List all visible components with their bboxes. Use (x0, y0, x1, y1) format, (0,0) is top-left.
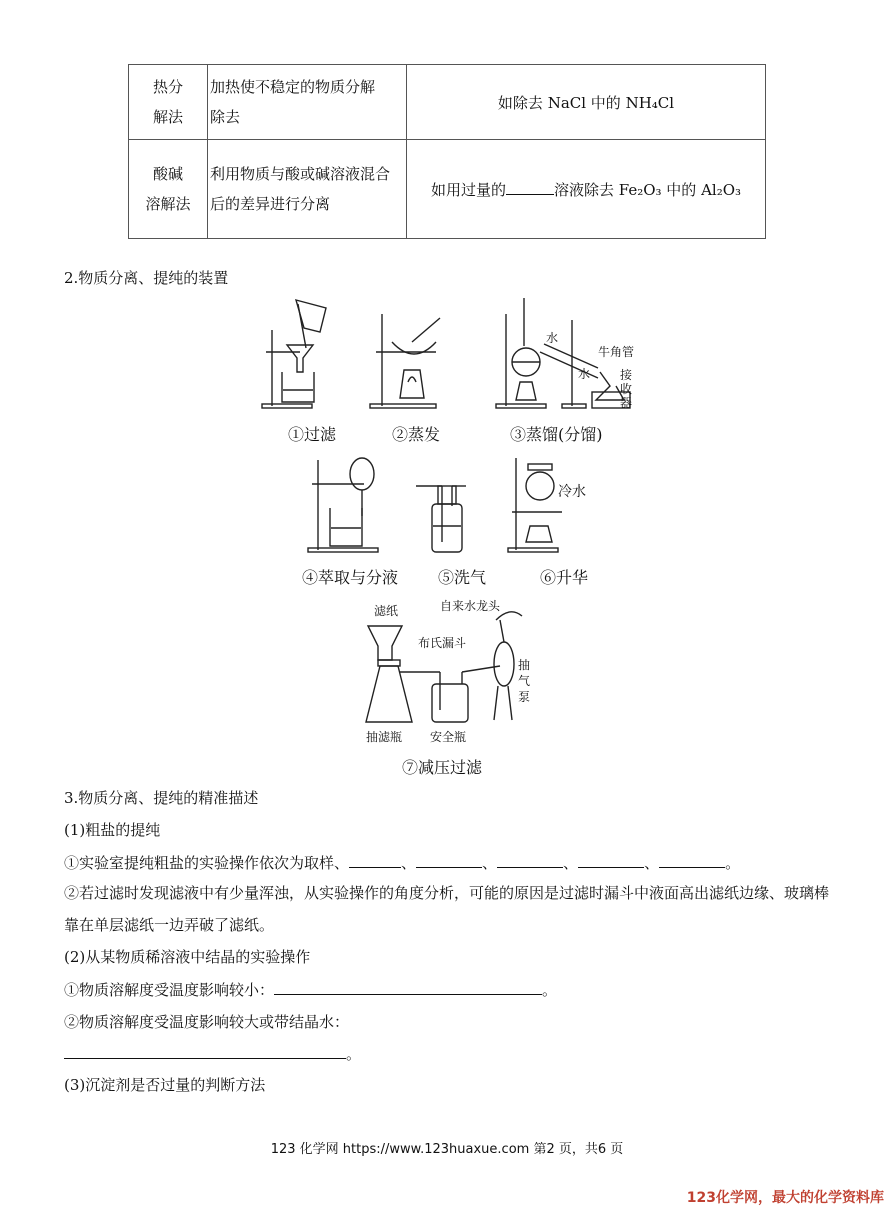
vacuum-filtration-apparatus (366, 612, 522, 722)
label-receiver-2: 收 (620, 382, 633, 396)
caption-distillation: ③蒸馏(分馏) (510, 425, 603, 444)
answer-blank[interactable] (659, 853, 725, 868)
subsection-1-title: (1)粗盐的提纯 (64, 821, 161, 839)
method-example: 如除去 NaCl 中的 NH₄Cl (407, 65, 766, 140)
label-safety-bottle: 安全瓶 (430, 730, 467, 744)
label-suction-flask: 抽滤瓶 (366, 730, 403, 744)
question-1-1: ①实验室提纯粗盐的实验操作依次为取样、 、 、 、 、 。 (64, 854, 741, 872)
label-pump-2: 气 (518, 674, 531, 688)
method-name: 热分 解法 (129, 65, 208, 140)
answer-blank[interactable] (349, 853, 401, 868)
label-filter-paper: 滤纸 (374, 604, 399, 618)
method-description: 加热使不稳定的物质分解 除去 (208, 65, 407, 140)
question-2-2: ②物质溶解度受温度影响较大或带结晶水： (64, 1013, 350, 1031)
table-row (129, 65, 766, 140)
label-receiver-1: 接 (620, 368, 633, 382)
question-1-2: ②若过滤时发现滤液中有少量浑浊，从实验操作的角度分析，可能的原因是过滤时漏斗中液面高出滤纸边缘、玻璃棒靠在单层滤纸一边弄破了滤纸。 (64, 884, 830, 934)
label-pump-1: 抽 (518, 658, 531, 672)
answer-blank[interactable] (274, 980, 542, 995)
method-name: 酸碱 溶解法 (129, 140, 208, 239)
caption-vacuum-filtration: ⑦减压过滤 (402, 758, 483, 777)
evaporation-apparatus (370, 314, 440, 408)
label-buchner-funnel: 布氏漏斗 (418, 636, 467, 650)
label-cold-water: 冷水 (558, 484, 586, 500)
answer-blank[interactable] (506, 180, 554, 195)
section-2-title: 2.物质分离、提纯的装置 (64, 269, 229, 287)
method-example: 如用过量的 溶液除去 Fe₂O₃ 中的 Al₂O₃ (407, 140, 766, 239)
gas-washing-bottle (416, 486, 466, 552)
label-pump-3: 泵 (518, 690, 531, 704)
answer-blank[interactable] (416, 853, 482, 868)
label-adapter: 牛角管 (598, 345, 635, 359)
question-2-1: ①物质溶解度受温度影响较小： 。 (64, 981, 558, 999)
label-water-in: 水 (546, 331, 559, 345)
brand-watermark: 123化学网，最大的化学资料库 (686, 1190, 884, 1206)
subsection-2-title: (2)从某物质稀溶液中结晶的实验操作 (64, 948, 311, 966)
caption-evaporation: ②蒸发 (392, 425, 441, 444)
caption-filtration: ①过滤 (288, 425, 337, 444)
label-tap: 自来水龙头 (440, 599, 501, 613)
filtration-apparatus (262, 300, 326, 408)
table-row (129, 140, 766, 239)
method-description: 利用物质与酸或碱溶液混合 后的差异进行分离 (208, 140, 407, 239)
subsection-3-title: (3)沉淀剂是否过量的判断方法 (64, 1076, 266, 1094)
caption-gas-washing: ⑤洗气 (438, 568, 487, 587)
label-receiver-3: 器 (620, 396, 633, 410)
section-3-title: 3.物质分离、提纯的精准描述 (64, 789, 259, 807)
caption-sublimation: ⑥升华 (540, 568, 589, 587)
answer-blank[interactable] (578, 853, 644, 868)
label-water-out: 水 (578, 367, 591, 381)
caption-extraction: ④萃取与分液 (302, 568, 399, 587)
separatory-funnel-apparatus (308, 458, 378, 552)
question-2-2-answer: 。 (64, 1044, 361, 1064)
answer-blank[interactable] (64, 1044, 346, 1059)
page-footer: 123 化学网 https://www.123huaxue.com 第2 页，共6 页 (270, 1142, 624, 1157)
apparatus-figure (0, 290, 894, 730)
methods-table (128, 64, 766, 239)
answer-blank[interactable] (497, 853, 563, 868)
sublimation-apparatus (508, 458, 562, 552)
